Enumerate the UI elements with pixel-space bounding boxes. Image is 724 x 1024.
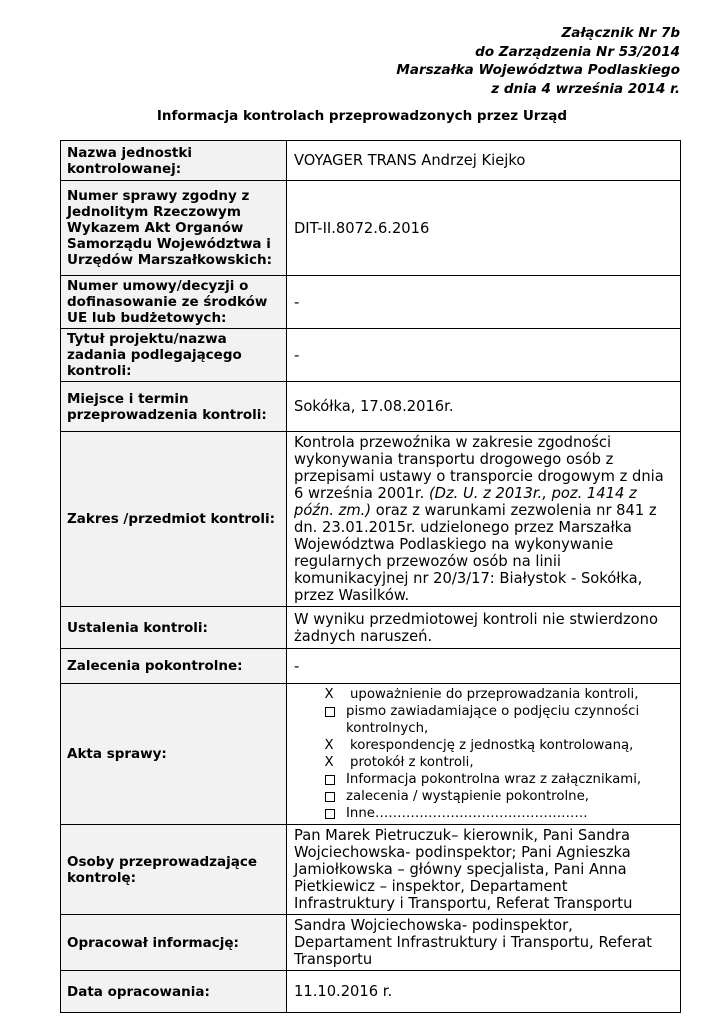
- unit-label: Nazwa jednostki kontrolowanej:: [61, 141, 287, 181]
- ordinance-reference: do Zarządzenia Nr 53/2014: [475, 43, 680, 60]
- findings-label: Ustalenia kontroli:: [61, 607, 287, 649]
- table-row: [61, 382, 681, 432]
- list-item: [322, 754, 673, 771]
- document-title: Informacja kontrolach przeprowadzonych przez Urząd: [156, 108, 568, 124]
- scope-text-end: oraz z warunkami zezwolenia nr 841 z dn. 23.01.2015r. udzielonego przez Marszałka Województwa Podlaskiego na wykonywanie regularnych przewozów osób na linii komunikacyjnej nr 20/3/17: Białystok - Sokółka, przez Wasilków.: [294, 502, 657, 604]
- list-item-label: zalecenia / wystąpienie pokontrolne,: [346, 789, 589, 804]
- check-x-icon: X: [324, 755, 334, 770]
- table-row: [61, 971, 681, 1013]
- case-number-value: DIT-II.8072.6.2016: [287, 181, 681, 276]
- recommendations-value: -: [287, 649, 681, 684]
- list-item-label: korespondencję z jednostką kontrolowaną,: [350, 738, 634, 753]
- prepared-by-value: Sandra Wojciechowska- podinspektor, Departament Infrastruktury i Transportu, Referat Transportu: [287, 915, 681, 971]
- case-number-label: Numer sprawy zgodny z Jednolitym Rzeczowym Wykazem Akt Organów Samorządu Województwa i Urzędów Marszałkowskich:: [61, 181, 287, 276]
- check-x-icon: X: [324, 687, 334, 702]
- case-files-value: [287, 684, 681, 825]
- table-row: [61, 329, 681, 382]
- list-item-label: Inne…………………………………………: [346, 806, 588, 821]
- findings-value: W wyniku przedmiotowej kontroli nie stwierdzono żadnych naruszeń.: [287, 607, 681, 649]
- list-item: [322, 805, 673, 822]
- case-files-label: Akta sprawy:: [61, 684, 287, 825]
- preparation-date-label: Data opracowania:: [61, 971, 287, 1013]
- list-item: [322, 788, 673, 805]
- preparation-date-value: 11.10.2016 r.: [287, 971, 681, 1013]
- list-item-label: Informacja pokontrolna wraz z załącznikami,: [346, 772, 642, 787]
- list-item: [322, 737, 673, 754]
- empty-checkbox-icon: [325, 809, 335, 819]
- scope-label: Zakres /przedmiot kontroli:: [61, 432, 287, 607]
- scope-value: [287, 432, 681, 607]
- list-item-label: protokół z kontroli,: [350, 755, 474, 770]
- place-date-label: Miejsce i termin przeprowadzenia kontroli:: [61, 382, 287, 432]
- attachment-header: [396, 24, 680, 98]
- place-date-value: Sokółka, 17.08.2016r.: [287, 382, 681, 432]
- table-row: [61, 432, 681, 607]
- table-row: [61, 607, 681, 649]
- attachment-number: Załącznik Nr 7b: [561, 25, 680, 41]
- check-x-icon: X: [324, 738, 334, 753]
- list-item: [322, 703, 673, 737]
- list-item: [322, 771, 673, 788]
- empty-checkbox-icon: [325, 792, 335, 802]
- inspectors-value: Pan Marek Pietruczuk– kierownik, Pani Sandra Wojciechowska- podinspektor; Pani Agnieszka Jamiołkowska – główny specjalista, Pani Anna Pietkiewicz – inspektor, Departament Infrastruktury i Transportu, Referat Transportu: [287, 825, 681, 915]
- inspectors-label: Osoby przeprowadzające kontrolę:: [61, 825, 287, 915]
- scope-legal-reference: (Dz. U. z 2013r., poz. 1414 z późn. zm.): [294, 485, 637, 519]
- table-row: [61, 915, 681, 971]
- empty-checkbox-icon: [325, 707, 335, 717]
- ordinance-date: z dnia 4 września 2014 r.: [491, 80, 680, 97]
- contract-label: Numer umowy/decyzji o dofinasowanie ze środków UE lub budżetowych:: [61, 276, 287, 329]
- recommendations-label: Zalecenia pokontrolne:: [61, 649, 287, 684]
- list-item-label: pismo zawiadamiające o podjęciu czynności kontrolnych,: [346, 704, 640, 736]
- table-row: [61, 141, 681, 181]
- table-row: [61, 825, 681, 915]
- table-row: [61, 684, 681, 825]
- table-row: [61, 649, 681, 684]
- unit-value: VOYAGER TRANS Andrzej Kiejko: [287, 141, 681, 181]
- control-info-table: [60, 140, 681, 1013]
- contract-value: -: [287, 276, 681, 329]
- project-title-label: Tytuł projektu/nazwa zadania podlegającego kontroli:: [61, 329, 287, 382]
- project-title-value: -: [287, 329, 681, 382]
- case-files-checklist: [294, 686, 673, 822]
- table-row: [61, 276, 681, 329]
- prepared-by-label: Opracował informację:: [61, 915, 287, 971]
- scope-text-start: Kontrola przewoźnika w zakresie zgodności wykonywania transportu drogowego osób z przepisami ustawy o transporcie drogowym z dnia 6 września 2001r.: [294, 434, 664, 502]
- issuer: Marszałka Województwa Podlaskiego: [396, 62, 680, 78]
- list-item: [322, 686, 673, 703]
- empty-checkbox-icon: [325, 775, 335, 785]
- table-row: [61, 181, 681, 276]
- list-item-label: upoważnienie do przeprowadzania kontroli,: [350, 687, 639, 702]
